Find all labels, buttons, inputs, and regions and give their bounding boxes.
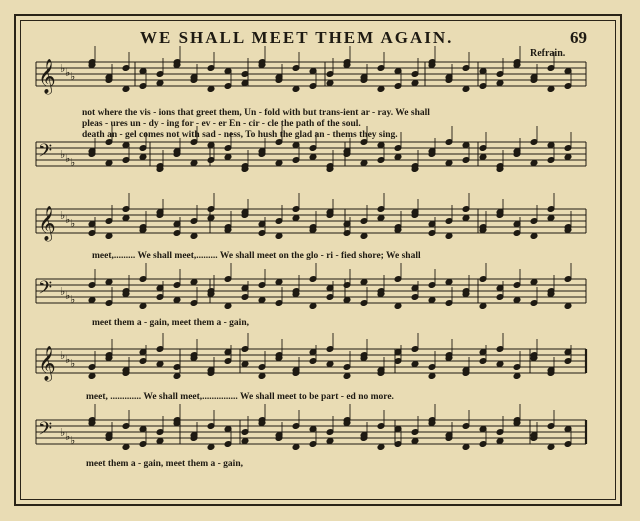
notehead (275, 160, 283, 167)
notehead (564, 303, 572, 310)
page-number: 69 (570, 28, 587, 47)
verse-line-2: pleas - ures un - dy - ing for - ev - er En - cir - cle the path of the soul. (82, 119, 361, 129)
treble-clef-icon: 𝄞 (38, 206, 56, 241)
notehead (445, 233, 453, 240)
notehead (326, 361, 334, 368)
notehead (88, 297, 96, 304)
notes (88, 46, 572, 450)
notehead (530, 279, 538, 286)
notehead (190, 233, 198, 240)
flat-icon: ♭ (60, 285, 66, 298)
flat-icon: ♭ (60, 148, 66, 161)
notehead (479, 154, 487, 161)
notehead (343, 297, 351, 304)
flat-icon: ♭ (65, 66, 71, 79)
bass-clef-icon: 𝄢 (38, 278, 53, 303)
notehead (292, 215, 300, 222)
notehead (258, 373, 266, 380)
refrain-line-upper-3: meet, ............. We shall meet,............... We shall meet to be part - ed no more. (86, 392, 394, 402)
notehead (275, 279, 283, 286)
notehead (343, 373, 351, 380)
notehead (547, 215, 555, 222)
hymn-title: WE SHALL MEET THEM AGAIN. (140, 28, 454, 47)
notehead (122, 444, 130, 451)
notehead (377, 444, 385, 451)
flat-icon: ♭ (60, 426, 66, 439)
notehead (173, 373, 181, 380)
notehead (258, 297, 266, 304)
notehead (241, 361, 249, 368)
notehead (207, 86, 215, 93)
flat-icon: ♭ (60, 349, 66, 362)
clefs (38, 59, 75, 447)
notehead (411, 361, 419, 368)
notehead (411, 438, 419, 445)
notehead (547, 86, 555, 93)
notehead (428, 373, 436, 380)
notehead (411, 80, 419, 87)
notehead (105, 279, 113, 286)
bass-clef-icon: 𝄢 (38, 141, 53, 166)
notehead (173, 297, 181, 304)
notehead (377, 86, 385, 93)
bass-clef-icon: 𝄢 (38, 419, 53, 444)
flat-icon: ♭ (65, 430, 71, 443)
flat-icon: ♭ (70, 434, 76, 447)
notehead (139, 154, 147, 161)
refrain-line-lower-2: meet them a - gain, meet them a - gain, (92, 318, 249, 328)
notehead (360, 279, 368, 286)
notehead (496, 438, 504, 445)
flat-icon: ♭ (65, 289, 71, 302)
notehead (462, 215, 470, 222)
notehead (292, 86, 300, 93)
notehead (207, 215, 215, 222)
notehead (564, 154, 572, 161)
notehead (513, 373, 521, 380)
flat-icon: ♭ (65, 213, 71, 226)
notehead (190, 160, 198, 167)
refrain-line-lower-3: meet them a - gain, meet them a - gain, (86, 459, 243, 469)
flat-icon: ♭ (65, 353, 71, 366)
notehead (462, 444, 470, 451)
notehead (496, 80, 504, 87)
notehead (224, 303, 232, 310)
notehead (360, 233, 368, 240)
notehead (190, 279, 198, 286)
notehead (275, 233, 283, 240)
flat-icon: ♭ (70, 293, 76, 306)
flat-icon: ♭ (60, 209, 66, 222)
verse-line-3: death an - gel comes not with sad - ness, To hush the glad an - thems they sing. (82, 130, 398, 140)
notehead (530, 233, 538, 240)
flat-icon: ♭ (70, 217, 76, 230)
notehead (241, 438, 249, 445)
notehead (105, 233, 113, 240)
treble-clef-icon: 𝄞 (38, 346, 56, 381)
notehead (394, 154, 402, 161)
notehead (462, 86, 470, 93)
flat-icon: ♭ (60, 62, 66, 75)
refrain-label: Refrain. (530, 48, 566, 59)
notehead (360, 160, 368, 167)
notehead (309, 303, 317, 310)
notehead (547, 444, 555, 451)
notehead (105, 160, 113, 167)
refrain-line-upper-2: meet,......... We shall meet,......... We shall meet on the glo - ri - fied shore; We shall (92, 251, 421, 261)
flat-icon: ♭ (65, 152, 71, 165)
notehead (88, 373, 96, 380)
notehead (530, 160, 538, 167)
treble-clef-icon: 𝄞 (38, 59, 56, 94)
notehead (445, 160, 453, 167)
notehead (156, 80, 164, 87)
notehead (479, 303, 487, 310)
verse-line-1: not where the vis - ions that greet them, Un - fold with but trans-ient ar - ray. We shall (82, 108, 430, 118)
notehead (309, 154, 317, 161)
notehead (139, 303, 147, 310)
notehead (156, 438, 164, 445)
notehead (156, 361, 164, 368)
notehead (445, 279, 453, 286)
notehead (122, 86, 130, 93)
notehead (224, 154, 232, 161)
notehead (394, 303, 402, 310)
notehead (428, 297, 436, 304)
notehead (496, 361, 504, 368)
notehead (292, 444, 300, 451)
notehead (326, 80, 334, 87)
flat-icon: ♭ (70, 357, 76, 370)
notehead (122, 215, 130, 222)
flat-icon: ♭ (70, 70, 76, 83)
notehead (513, 297, 521, 304)
flat-icon: ♭ (70, 156, 76, 169)
notehead (207, 444, 215, 451)
notehead (326, 438, 334, 445)
notehead (377, 215, 385, 222)
